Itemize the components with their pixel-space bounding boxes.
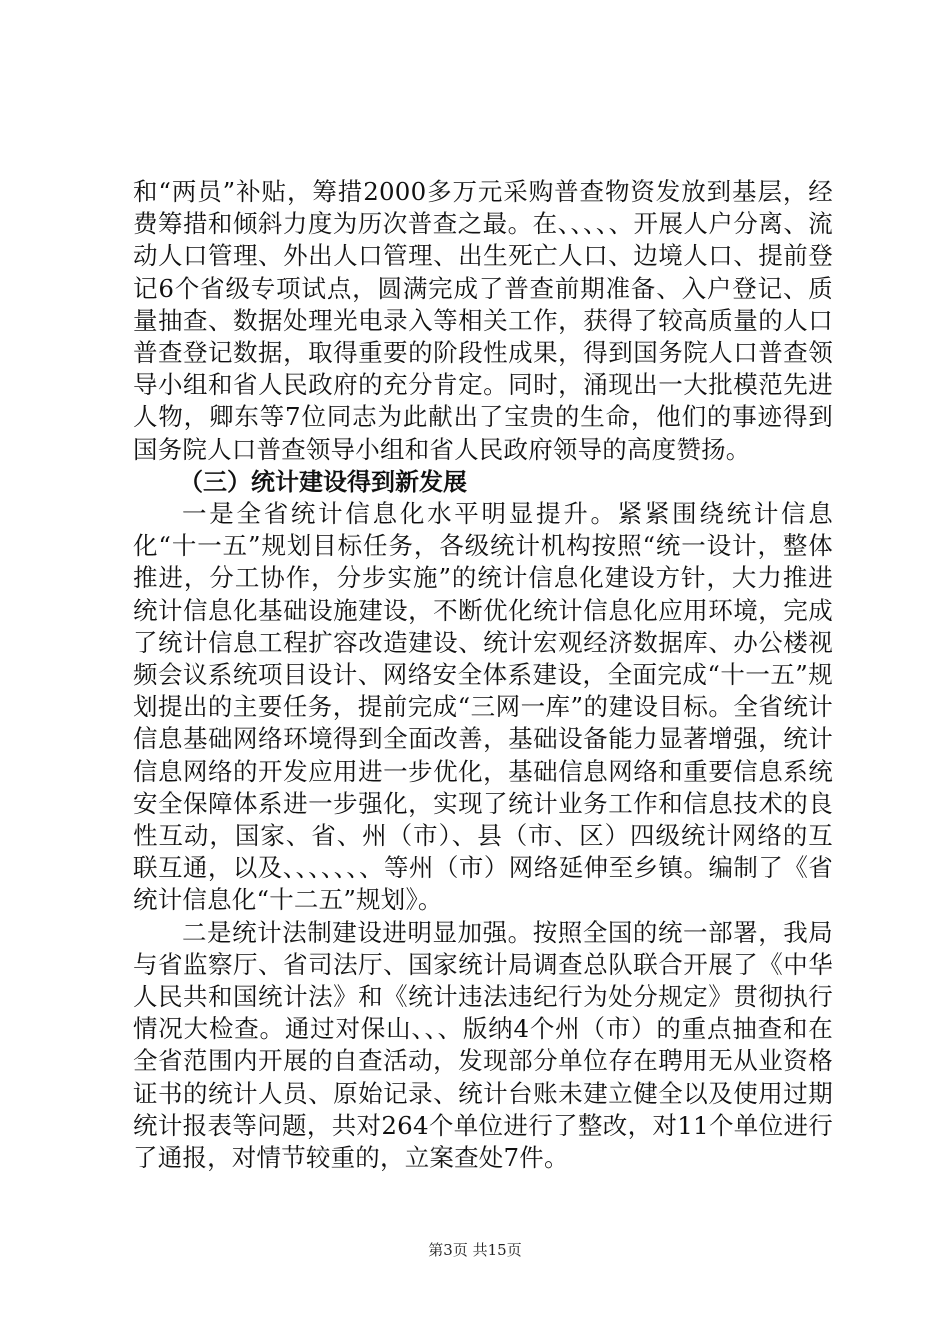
paragraph-legal-construction: 二是统计法制建设进明显加强。按照全国的统一部署，我局与省监察厅、省司法厅、国家统计局调查总队联合开展了《中华人民共和国统计法》和《统计违法违纪行为处分规定》贯彻执行情况大检查。通过对保山、、、版纳4个州（市）的重点抽查和在全省范围内开展的自查活动，发现部分单位存在聘用无从业资格证书的统计人员、原始记录、统计台账未建立健全以及使用过期统计报表等问题，共对264个单位进行了整改，对11个单位进行了通报，对情节较重的，立案查处7件。 xyxy=(133,917,833,1173)
document-body xyxy=(133,176,833,1174)
page-footer: 第3页 共15页 xyxy=(428,1241,522,1259)
section-heading: （三）统计建设得到新发展 xyxy=(179,467,467,496)
paragraph-census-results: 和“两员”补贴，筹措2000多万元采购普查物资发放到基层，经费筹措和倾斜力度为历次普查之最。在、、、、、开展人户分离、流动人口管理、外出人口管理、出生死亡人口、边境人口、提前登记6个省级专项试点，圆满完成了普查前期准备、入户登记、质量抽查、数据处理光电录入等相关工作，获得了较高质量的人口普查登记数据，取得重要的阶段性成果，得到国务院人口普查领导小组和省人民政府的充分肯定。同时，涌现出一大批模范先进人物，卿东等7位同志为此献出了宝贵的生命，他们的事迹得到国务院人口普查领导小组和省人民政府领导的高度赞扬。 xyxy=(133,177,833,464)
paragraph-informatization: 一是全省统计信息化水平明显提升。紧紧围绕统计信息化“十一五”规划目标任务，各级统计机构按照“统一设计，整体推进，分工协作，分步实施”的统计信息化建设方针，大力推进统计信息化基础设施建设，不断优化统计信息化应用环境，完成了统计信息工程扩容改造建设、统计宏观经济数据库、办公楼视频会议系统项目设计、网络安全体系建设，全面完成“十一五”规划提出的主要任务，提前完成“三网一库”的建设目标。全省统计信息基础网络环境得到全面改善，基础设备能力显著增强，统计信息网络的开发应用进一步优化，基础信息网络和重要信息系统安全保障体系进一步强化，实现了统计业务工作和信息技术的良性互动，国家、省、州（市）、县（市、区）四级统计网络的互联互通，以及、、、、、、、等州（市）网络延伸至乡镇。编制了《省统计信息化“十二五”规划》。 xyxy=(133,499,833,915)
